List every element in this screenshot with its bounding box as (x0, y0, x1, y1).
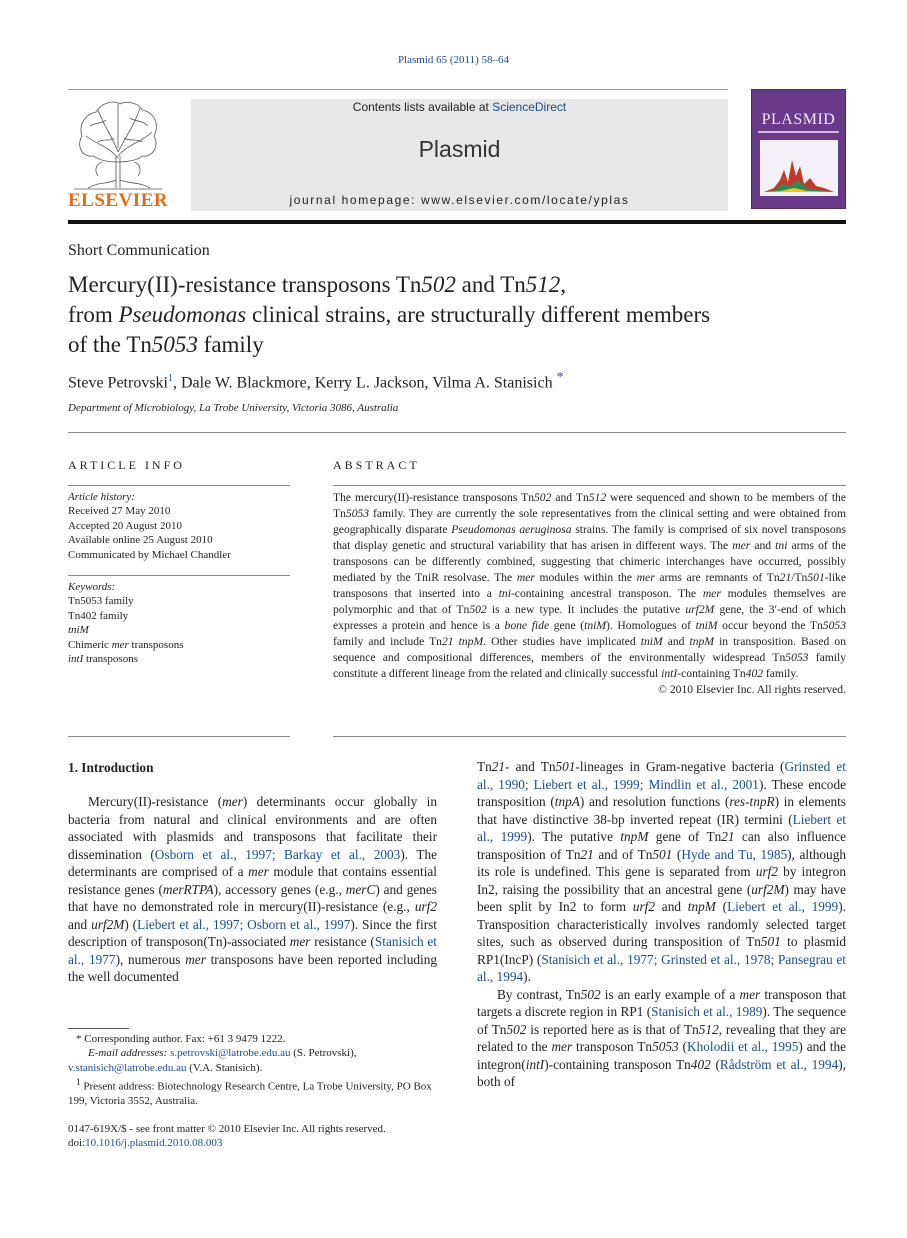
body-text: ) may have been split by In2 to form (477, 881, 846, 914)
footnotes (68, 1032, 437, 1109)
abs-text: tni (498, 587, 511, 600)
footnote-mark: * (76, 1033, 82, 1045)
title-rule (68, 432, 846, 433)
body-paragraph (477, 758, 846, 986)
abs-text: and (662, 635, 690, 648)
intro-left-column (68, 793, 437, 986)
body-text: transposons have been reported including the well documented (68, 951, 438, 984)
abs-text: tnpM (689, 635, 715, 648)
body-text: ). These encode transposition ( (477, 776, 846, 809)
author-list (68, 370, 564, 392)
body-text: ) and genes that have no demonstrated role in mercury(II)-resistance (e.g., (68, 881, 437, 914)
elsevier-wordmark: ELSEVIER (68, 190, 169, 211)
email-owner: (S. Petrovski), (290, 1047, 357, 1060)
body-text: , revealing that they are related to the (477, 1021, 846, 1054)
doi-line (68, 1136, 448, 1150)
keyword: tniM (68, 624, 89, 637)
body-text: and (68, 916, 92, 932)
doi-label: doi: (68, 1137, 86, 1150)
cover-title: PLASMID (761, 111, 836, 128)
abs-text: occur beyond the Tn (717, 619, 823, 632)
body-text: ), numerous (115, 951, 186, 967)
reference-link[interactable]: Stanisich et al., 1989 (651, 1004, 763, 1019)
body-text: transposon Tn (572, 1039, 653, 1054)
body-text: urf2M (751, 881, 785, 897)
title-text: , (560, 272, 566, 297)
abstract-copyright: © 2010 Elsevier Inc. All rights reserved. (658, 683, 846, 696)
reference-link[interactable]: Liebert et al., 1997; Osborn et al., 1997 (137, 916, 351, 932)
abs-text: bone fide (504, 619, 550, 632)
article-info-heading: ARTICLE INFO (68, 458, 185, 472)
body-text: 5053 (652, 1039, 679, 1054)
body-text: 501 (555, 759, 576, 774)
abs-text: tniM (640, 635, 663, 648)
journal-citation-link[interactable]: Plasmid 65 (2011) 58–64 (397, 54, 510, 66)
sciencedirect-link[interactable]: ScienceDirect (492, 100, 567, 114)
body-text: ( (710, 1056, 720, 1072)
introduction-heading: 1. Introduction (68, 760, 154, 775)
body-text: mer (739, 986, 761, 1002)
body-text: ). Transposition characteristically involves randomly selected target sites, such as observed during transposition of Tn (477, 899, 846, 949)
body-text: 402 (690, 1056, 711, 1072)
reference-link[interactable]: Kholodii et al., 1995 (686, 1039, 799, 1054)
body-text: 21 (721, 829, 735, 844)
header-rule (68, 220, 846, 224)
author-affiliation: Department of Microbiology, La Trobe University, Victoria 3086, Australia (68, 402, 399, 414)
body-text: module that contains essential resistance genes ( (68, 864, 438, 897)
keyword (68, 638, 290, 652)
abs-text: 21 (779, 571, 792, 584)
abs-text: arms of the transposons can be differently combined, suggesting that chimeric interchanges have occurred, possibly mediated by the TniR resolvase. The (333, 539, 846, 584)
issn-line: 0147-619X/$ - see front matter © 2010 Elsevier Inc. All rights reserved. (68, 1123, 386, 1135)
body-text: -lineages in Gram-negative bacteria ( (575, 759, 785, 774)
abs-text: 502 (534, 491, 552, 504)
communicated-by: Communicated by Michael Chandler (68, 548, 231, 561)
abs-text: /Tn (791, 571, 808, 584)
body-text: 21 (491, 759, 506, 774)
abs-text: ). Homologues of (606, 619, 696, 632)
body-text: ) and the integron( (477, 1039, 847, 1072)
body-text: 512 (698, 1021, 719, 1037)
footnote-corresponding (68, 1032, 437, 1046)
keyword: Tn5053 family (68, 595, 134, 608)
body-text: urf2 (632, 899, 656, 914)
email-link[interactable]: v.stanisich@latrobe.edu.au (68, 1061, 187, 1074)
title-text: from (68, 302, 119, 327)
journal-name: Plasmid (418, 136, 501, 162)
body-text: resistance ( (310, 934, 375, 949)
body-text: transposon that targets a discrete region in RP1 ( (477, 986, 846, 1019)
abs-text: . Other studies have implicated (483, 635, 641, 648)
body-text: ) in elements that have distinctive 38-bp inverted repeat (IR) termini ( (477, 794, 846, 827)
abs-text: were sequenced and shown to be members of the Tn (333, 491, 846, 520)
abs-text: strains. The family is comprised of six novel transposons that display genetic and structural variability that has arisen in different ways. The (333, 523, 846, 552)
reference-link[interactable]: Hyde and Tu, 1985 (681, 846, 788, 862)
abs-text: The mercury(II)-resistance transposons Tn (333, 491, 534, 504)
reference-link[interactable]: Stanisich et al., 1977; Grinsted et al., 1978; Pansegrau et al., 1994 (477, 951, 846, 984)
doi-link[interactable]: 10.1016/j.plasmid.2010.08.003 (85, 1137, 223, 1150)
reference-link[interactable]: Liebert et al., 1999 (477, 811, 847, 844)
body-text: 502 (580, 986, 601, 1002)
keyword-text: mer (111, 638, 129, 651)
body-text: Mercury(II)-resistance ( (88, 794, 223, 809)
abs-text: mer (516, 571, 535, 584)
footnote-present-address (68, 1075, 437, 1108)
body-text: is an early example of a (600, 986, 740, 1002)
intro-right-column (477, 758, 846, 1091)
abs-text: tniM (695, 619, 718, 632)
body-text: 502 (506, 1021, 527, 1037)
keyword-text: Chimeric (68, 638, 112, 651)
abs-text: in transposition. Based on sequence and compositional differences, members of the environmentally widespread Tn (333, 635, 846, 664)
received-date: Received 27 May 2010 (68, 505, 171, 518)
bottom-matter (68, 1122, 448, 1151)
cover-rule (758, 131, 839, 133)
body-text: merRTPA (162, 881, 214, 897)
body-text: tnpM (620, 829, 649, 844)
abs-text: 5053 (785, 651, 809, 664)
contents-prefix: Contents lists available at (352, 100, 493, 114)
abs-text: is a new type. It includes the putative (486, 603, 686, 616)
keyword: Tn402 family (68, 609, 129, 622)
body-text: intI (525, 1056, 545, 1072)
abstract-rule (333, 736, 846, 737)
body-text: mer (289, 934, 311, 949)
body-paragraph (477, 986, 846, 1091)
abs-text: -like transposons that inserted into a (333, 571, 846, 600)
abs-text: 21 tnpM (441, 635, 484, 648)
abs-text: 512 (588, 491, 607, 504)
body-text: ). (523, 969, 531, 984)
body-text: mer (185, 951, 206, 967)
body-text: mer (248, 864, 269, 879)
body-text: ) and resolution functions ( (579, 794, 730, 809)
body-text: urf2 (414, 899, 437, 914)
abs-text: -containing ancestral transposon. The (510, 587, 703, 600)
body-text: 501 (652, 846, 673, 862)
body-text: can also influence transposition of Tn (477, 829, 846, 862)
keyword-text: transposons (83, 653, 138, 666)
title-text: and Tn (455, 272, 526, 297)
abstract-text (333, 490, 846, 698)
title-text: 5053 (151, 332, 198, 357)
title-text: family (197, 332, 264, 357)
body-text: ), both of (477, 1056, 846, 1089)
body-text: urf2 (755, 864, 778, 879)
reference-link[interactable]: Grinsted et al., 1990; Liebert et al., 1999; Mindlin et al., 2001 (477, 759, 846, 792)
abs-text: Pseudomonas aeruginosa (451, 523, 572, 536)
online-date: Available online 25 August 2010 (68, 534, 213, 547)
body-text: Tn (477, 759, 492, 774)
article-title (68, 270, 828, 360)
abstract-paragraph (333, 490, 846, 682)
email-label: E-mail addresses: (88, 1047, 171, 1060)
author-footnote-link[interactable]: 1 (168, 373, 173, 384)
body-text: to plasmid RP1(IncP) ( (477, 934, 846, 967)
body-text: ( (672, 846, 682, 862)
email-owner: (V.A. Stanisich). (186, 1061, 263, 1074)
abs-text: -containing Tn (677, 667, 746, 680)
body-text: mer (551, 1039, 573, 1054)
abs-text: family constitute a different lineage from the related and clinically successful (333, 651, 846, 680)
article-section-type: Short Communication (68, 242, 210, 259)
title-text: 512 (525, 272, 561, 297)
reference-link[interactable]: Rådström et al., 1994 (719, 1056, 839, 1072)
author-name: Steve Petrovski (68, 374, 168, 392)
body-text: res-tnpR (729, 794, 775, 809)
abs-text: 5053 (822, 619, 846, 632)
corresponding-author-link[interactable]: * (556, 370, 564, 385)
keyword (68, 652, 290, 666)
contents-line (191, 100, 728, 114)
footnote-rule (68, 1028, 129, 1029)
abs-text: arms are remnants of Tn (654, 571, 780, 584)
body-text: ). The determinants are comprised of a (68, 846, 437, 879)
body-text: 501 (760, 934, 781, 949)
body-text: ). The sequence of Tn (477, 1004, 846, 1037)
footnote-emails (68, 1046, 437, 1075)
header-top-rule (68, 89, 728, 90)
abstract-heading: ABSTRACT (333, 458, 420, 472)
title-text: of the Tn (68, 332, 152, 357)
reference-link[interactable]: Liebert et al., 1999 (727, 899, 839, 914)
body-text: tnpA (554, 794, 580, 809)
body-text: - and Tn (505, 759, 556, 774)
title-text: Pseudomonas (118, 302, 247, 327)
abs-text: 502 (469, 603, 487, 616)
body-text: ) determinants occur globally in bacteria from natural and clinical environments and are often associated with plasmids and transposons that facilitate their dissemination ( (68, 794, 438, 862)
body-text: 21 (580, 846, 594, 862)
keyword-text: intI (68, 653, 84, 666)
abs-text: gene ( (549, 619, 585, 632)
reference-link[interactable]: Osborn et al., 1997; Barkay et al., 2003 (154, 846, 401, 862)
body-text: gene of Tn (648, 829, 722, 844)
accepted-date: Accepted 20 August 2010 (68, 519, 182, 532)
body-text: ), accessory genes (e.g., (213, 881, 346, 897)
keywords-label: Keywords: (68, 581, 116, 593)
abs-text: modules themselves are polymorphic and that of Tn (333, 587, 846, 616)
keywords-list (68, 580, 290, 666)
abs-text: family and include Tn (333, 635, 442, 648)
title-text: Mercury(II)-resistance transposons Tn (68, 272, 422, 297)
body-text: ( (715, 899, 728, 914)
abs-text: mer (702, 587, 721, 600)
email-link[interactable]: s.petrovski@latrobe.edu.au (170, 1047, 291, 1060)
abs-text: family. They are currently the sole representatives from the clinical setting and were obtained from geographically disparate (333, 507, 846, 536)
abs-text: gene, the 3′-end of which expresses a protein and hence is a (333, 603, 846, 632)
abs-text: urf2M (685, 603, 715, 616)
body-text: and of Tn (593, 846, 653, 862)
footnote-text: Corresponding author. Fax: +61 3 9479 1222. (81, 1033, 286, 1045)
body-text: and (655, 899, 688, 914)
history-label: Article history: (68, 491, 135, 503)
abs-text: mer (636, 571, 655, 584)
title-text: clinical strains, are structurally different members (246, 302, 711, 327)
journal-homepage-link[interactable]: journal homepage: www.elsevier.com/locate/yplas (289, 193, 630, 207)
article-info-rule (68, 736, 290, 737)
body-text: mer (222, 794, 243, 809)
body-text: ( (678, 1039, 687, 1054)
author-names: , Dale W. Blackmore, Kerry L. Jackson, Vilma A. Stanisich (173, 374, 553, 392)
abs-text: and Tn (551, 491, 589, 504)
abs-text: family. (763, 667, 799, 680)
title-text: 502 (421, 272, 456, 297)
body-text: by integron In2, raising the possibility that an ancestral gene ( (477, 864, 846, 897)
abs-text: modules within the (534, 571, 637, 584)
abs-text: mer (732, 539, 751, 552)
keyword-text: transposons (128, 638, 184, 651)
abs-text: tni (775, 539, 788, 552)
body-text: By contrast, Tn (497, 986, 581, 1002)
abs-text: and (750, 539, 776, 552)
footnote-text: Present address: Biotechnology Research Centre, La Trobe University, PO Box 199, Victoria 3552, Australia. (68, 1080, 432, 1108)
body-text: ). Since the first description of transposon(Tn)-associated (68, 916, 438, 949)
body-text: ). The putative (527, 829, 621, 844)
body-text: )-containing transposon Tn (544, 1056, 691, 1072)
body-text: ), although its role is undefined. This gene is separated from (477, 846, 846, 879)
article-info-rule (68, 575, 290, 576)
body-text: is reported here as is that of Tn (526, 1021, 699, 1037)
abs-text: 5053 (345, 507, 370, 520)
reference-link[interactable]: Stanisich et al., 1977 (68, 934, 437, 967)
cover-graphic-icon (760, 140, 838, 196)
body-text: ) ( (124, 916, 138, 932)
body-text: merC (345, 881, 376, 897)
journal-cover-thumbnail[interactable] (751, 89, 846, 209)
abstract-rule (333, 485, 846, 486)
abs-text: 402 (745, 667, 764, 680)
article-history (68, 490, 290, 562)
body-text: tnpM (687, 899, 716, 914)
article-info-rule (68, 485, 290, 486)
abs-text: tniM (584, 619, 607, 632)
abs-text: intI (661, 667, 678, 680)
body-text: urf2M (91, 916, 125, 932)
abs-text: 501 (807, 571, 825, 584)
footnote-mark: 1 (76, 1077, 81, 1088)
